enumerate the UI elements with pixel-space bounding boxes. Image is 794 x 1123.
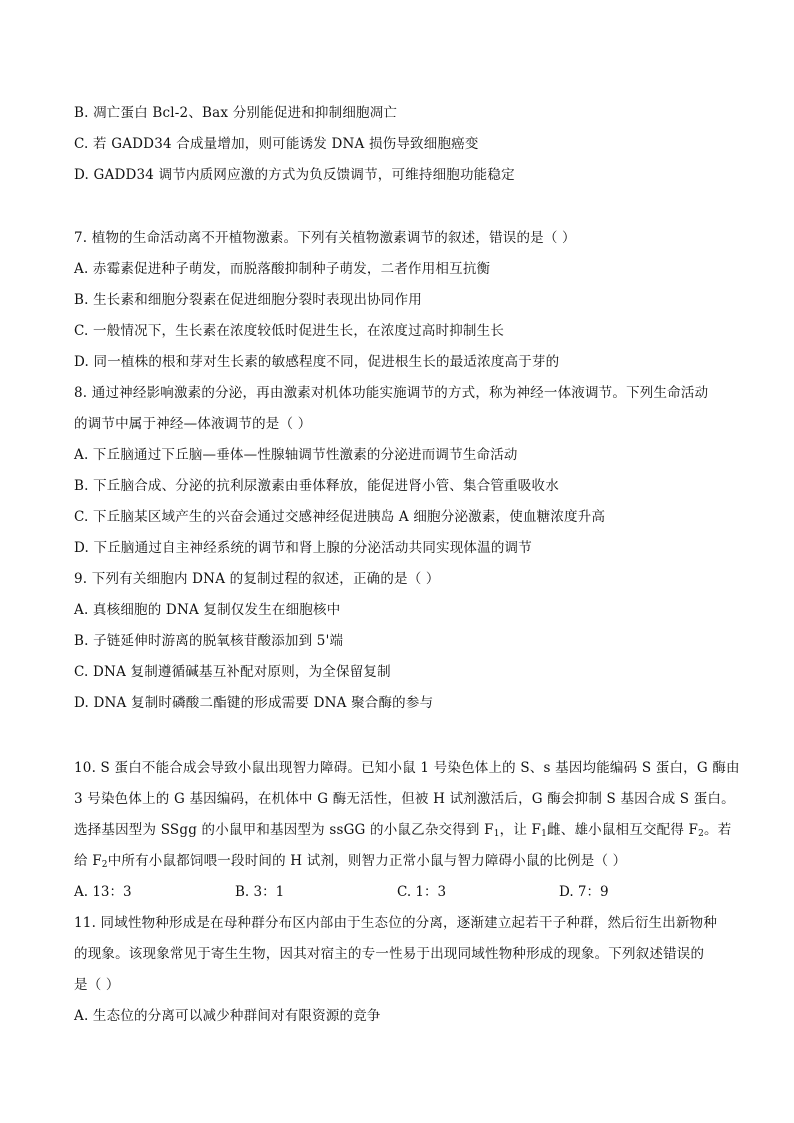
q10-stem-3c: 雌、雄小鼠相互交配得 F bbox=[547, 822, 699, 838]
q8-option-b: B. 下丘脑合成、分泌的抗利尿激素由垂体释放，能促进肾小管、集合管重吸收水 bbox=[74, 478, 559, 494]
q6-option-d: D. GADD34 调节内质网应激的方式为负反馈调节，可维持细胞功能稳定 bbox=[74, 167, 515, 183]
subscript: 1 bbox=[541, 829, 548, 839]
q10-option-a: A. 13：3 bbox=[74, 884, 132, 900]
q8-option-c: C. 下丘脑某区域产生的兴奋会通过交感神经促进胰岛 A 细胞分泌激素，使血糖浓度升高 bbox=[74, 509, 606, 525]
q10-stem-line-3 bbox=[74, 820, 754, 840]
q7-stem: 7. 植物的生命活动离不开植物激素。下列有关植物激素调节的叙述，错误的是（ ） bbox=[74, 230, 576, 246]
q7-option-d: D. 同一植株的根和芽对生长素的敏感程度不同，促进根生长的最适浓度高于芽的 bbox=[74, 354, 560, 370]
q9-option-a: A. 真核细胞的 DNA 复制仅发生在细胞核中 bbox=[74, 602, 341, 618]
q10-option-c: C. 1：3 bbox=[397, 884, 447, 900]
q6-option-c: C. 若 GADD34 合成量增加，则可能诱发 DNA 损伤导致细胞癌变 bbox=[74, 136, 479, 152]
q10-option-d: D. 7：9 bbox=[559, 884, 609, 900]
q10-stem-4b: 中所有小鼠都饲喂一段时间的 H 试剂，则智力正常小鼠与智力障碍小鼠的比例是（ ） bbox=[107, 853, 627, 869]
q8-stem-line-1: 8. 通过神经影响激素的分泌，再由激素对机体功能实施调节的方式，称为神经一体液调节。下列生命活动 bbox=[74, 385, 709, 401]
q11-stem-line-3: 是（ ） bbox=[74, 977, 120, 993]
q10-option-b: B. 3：1 bbox=[235, 884, 285, 900]
q10-stem-3a: 选择基因型为 SSgg 的小鼠甲和基因型为 ssGG 的小鼠乙杂交得到 F bbox=[74, 822, 494, 838]
q11-stem-line-1: 11. 同域性物种形成是在母种群分布区内部由于生态位的分离，逐渐建立起若干子种群，然后衍生出新物种 bbox=[74, 915, 718, 931]
q10-options bbox=[74, 882, 754, 902]
q11-stem-line-2: 的现象。该现象常见于寄生生物，因其对宿主的专一性易于出现同域性物种形成的现象。下列叙述错误的 bbox=[74, 946, 705, 962]
subscript: 2 bbox=[101, 860, 108, 870]
q9-stem: 9. 下列有关细胞内 DNA 的复制过程的叙述，正确的是（ ） bbox=[74, 571, 440, 587]
q10-stem-line-2: 3 号染色体上的 G 基因编码，在机体中 G 酶无活性，但被 H 试剂激活后，G 酶会抑制 S 基因合成 S 蛋白。 bbox=[74, 791, 735, 807]
q10-stem-3b: ，让 F bbox=[499, 822, 542, 838]
q7-option-c: C. 一般情况下，生长素在浓度较低时促进生长，在浓度过高时抑制生长 bbox=[74, 323, 505, 339]
q10-stem-line-4 bbox=[74, 851, 754, 871]
q8-stem-line-2: 的调节中属于神经—体液调节的是（ ） bbox=[74, 416, 312, 432]
q10-stem-4a: 给 F bbox=[74, 853, 102, 869]
q9-option-b: B. 子链延伸时游离的脱氧核苷酸添加到 5'端 bbox=[74, 633, 344, 649]
subscript: 2 bbox=[698, 829, 705, 839]
q7-option-a: A. 赤霉素促进种子萌发，而脱落酸抑制种子萌发，二者作用相互抗衡 bbox=[74, 261, 491, 277]
q9-option-d: D. DNA 复制时磷酸二酯键的形成需要 DNA 聚合酶的参与 bbox=[74, 695, 434, 711]
q8-option-a: A. 下丘脑通过下丘脑—垂体—性腺轴调节性激素的分泌进而调节生命活动 bbox=[74, 447, 518, 463]
q6-option-b: B. 凋亡蛋白 Bcl-2、Bax 分别能促进和抑制细胞凋亡 bbox=[74, 105, 398, 121]
q11-option-a: A. 生态位的分离可以减少种群间对有限资源的竞争 bbox=[74, 1008, 381, 1024]
q7-option-b: B. 生长素和细胞分裂素在促进细胞分裂时表现出协同作用 bbox=[74, 292, 422, 308]
q8-option-d: D. 下丘脑通过自主神经系统的调节和肾上腺的分泌活动共同实现体温的调节 bbox=[74, 540, 532, 556]
subscript: 1 bbox=[493, 829, 500, 839]
q10-stem-line-1: 10. S 蛋白不能合成会导致小鼠出现智力障碍。已知小鼠 1 号染色体上的 S、s 基因均能编码 S 蛋白，G 酶由 bbox=[74, 760, 740, 776]
q10-stem-3d: 。若 bbox=[704, 822, 732, 838]
q9-option-c: C. DNA 复制遵循碱基互补配对原则，为全保留复制 bbox=[74, 664, 391, 680]
